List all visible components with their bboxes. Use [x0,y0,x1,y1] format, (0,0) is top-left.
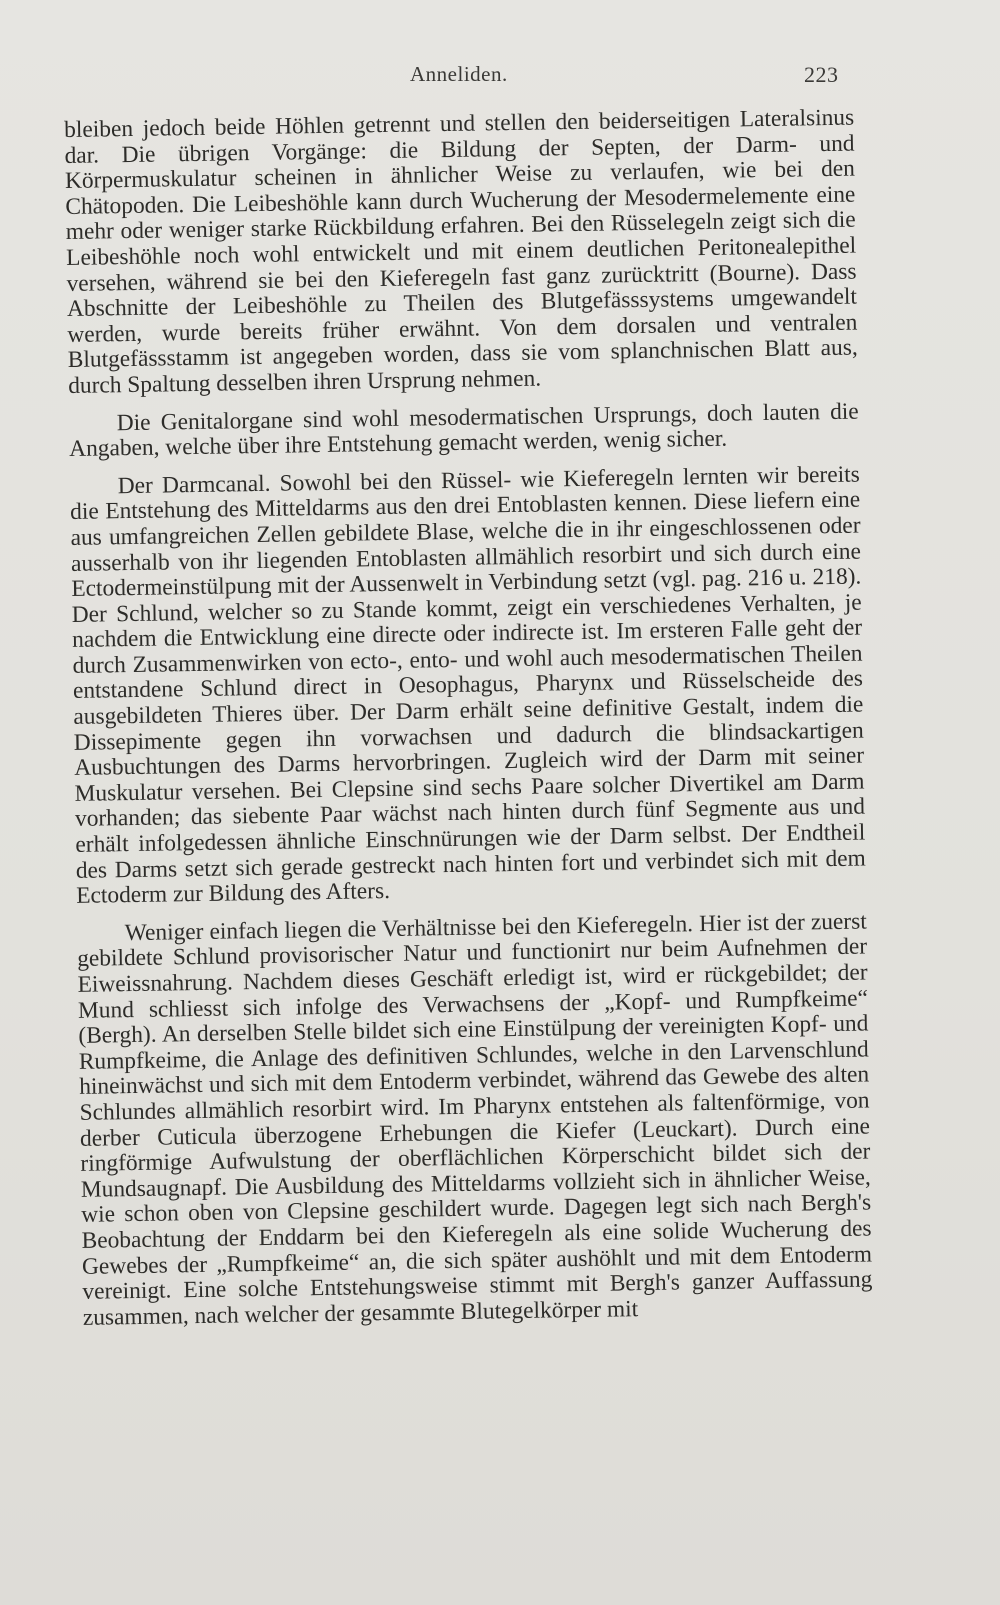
page-number: 223 [804,62,839,87]
paragraph-genitalorgane: Die Genitalorgane sind wohl mesodermatischen Ursprungs, doch lauten die Angaben, welche über ihre Entstehung gemacht werden, wenig sicher. [68,398,859,463]
paragraph-lateralsinus: bleiben jedoch beide Höhlen getrennt und stellen den beiderseitigen Lateralsinus dar. Die übrigen Vorgänge: die Bildung der Septen, der Darm- und Körpermuskulatur scheinen in ähnlicher Weise zu verlaufen, wie bei den Chätopoden. Die Leibeshöhle kann durch Wucherung der Mesodermelemente eine mehr oder weniger starke Rückbildung erfahren. Bei den Rüsselegeln zeigt sich die Leibeshöhle noch wohl entwickelt und mit einem deutlichen Peritonealepithel versehen, während sie bei den Kieferegeln fast ganz zurücktritt (Bourne). Dass Abschnitte der Leibeshöhle zu Theilen des Blutgefässsystems umgewandelt werden, wurde bereits früher erwähnt. Von dem dorsalen und ventralen Blutgefässstamm ist angegeben worden, dass sie vom splanchnischen Blatt aus, durch Spaltung desselben ihren Ursprung nehmen. [63,104,858,399]
running-head [0,62,1000,92]
paragraph-kieferegeln: Weniger einfach liegen die Verhältnisse bei den Kieferegeln. Hier ist der zuerst gebildete Schlund provisorischer Natur und functionirt nur beim Aufnehmen der Eiweissnahrung. Nachdem dieses Geschäft erledigt ist, wird er rückgebildet; der Mund schliesst sich infolge des Verwachsens der „Kopf- und Rumpfkeime“ (Bergh). An derselben Stelle bildet sich eine Einstülpung der vereinigten Kopf- und Rumpfkeime, die Anlage des definitiven Schlundes, welche in den Larvenschlund hineinwächst und sich mit dem Entoderm verbindet, während das Gewebe des alten Schlundes allmählich resorbirt wird. Im Pharynx entstehen als faltenförmige, von derber Cuticula überzogene Erhebungen die Kiefer (Leuckart). Durch eine ringförmige Aufwulstung der oberflächlichen Körperschicht bildet sich der Mundsaugnapf. Die Ausbildung des Mitteldarms vollzieht sich in ähnlicher Weise, wie schon oben von Clepsine geschildert wurde. Dagegen legt sich nach Bergh's Beobachtung der Enddarm bei den Kieferegeln als eine solide Wucherung des Gewebes der „Rumpfkeime“ an, die sich später aushöhlt und mit dem Entoderm vereinigt. Eine solche Entstehungsweise stimmt mit Bergh's ganzer Auffassung zusammen, nach welcher der gesammte Blutegelkörper mit [77,908,873,1331]
running-title: Anneliden. [410,62,508,86]
paragraph-darmcanal: Der Darmcanal. Sowohl bei den Rüssel- wie Kieferegeln lernten wir bereits die Entstehung des Mitteldarms aus den drei Entoblasten kennen. Diese liefern eine aus umfangreichen Zellen gebildete Blase, welche die in ihr eingeschlossenen oder ausserhalb von ihr liegenden Entoblasten allmählich resorbirt und sich durch eine Ectodermeinstülpung mit der Aussenwelt in Verbindung setzt (vgl. pag. 216 u. 218). Der Schlund, welcher so zu Stande kommt, zeigt ein verschiedenes Verhalten, je nachdem die Entwicklung eine directe oder indirecte ist. Im ersteren Falle geht der durch Zusammenwirken von ecto-, ento- und wohl auch mesodermatischen Theilen entstandene Schlund direct in Oesophagus, Pharynx und Rüsselscheide des ausgebildeten Thieres über. Der Darm erhält seine definitive Gestalt, indem die Dissepimente gegen ihn vorwachsen und dadurch die blindsackartigen Ausbuchtungen des Darms hervorbringen. Zugleich wird der Darm mit seiner Muskulatur versehen. Bei Clepsine sind sechs Paare solcher Divertikel am Darm vorhanden; das siebente Paar wächst nach hinten durch fünf Segmente aus und erhält infolgedessen ähnliche Einschnürungen wie der Darm selbst. Der Endtheil des Darms setzt sich gerade gestreckt nach hinten fort und verbindet sich mit dem Ectoderm zur Bildung des Afters. [69,461,866,910]
body-text [64,106,873,1344]
